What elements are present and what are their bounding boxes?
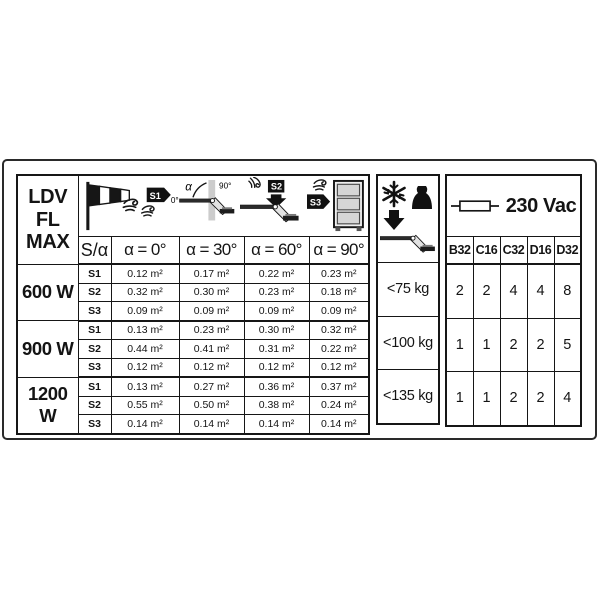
surface-angle-corner-header: S/α <box>78 237 111 265</box>
breaker-count: 1 <box>446 318 473 372</box>
breaker-count: 2 <box>500 372 527 426</box>
surface-row-label: S2 <box>78 340 111 359</box>
outer-frame <box>2 159 597 440</box>
windsock-icon <box>84 178 140 234</box>
wind-area-value: 0.37 m² <box>309 377 369 396</box>
surface-row-label: S1 <box>78 377 111 396</box>
wind-area-value: 0.30 m² <box>244 321 309 340</box>
wind-area-value: 0.32 m² <box>309 321 369 340</box>
wind-area-value: 0.23 m² <box>244 283 309 302</box>
angle-column-header: α = 0° <box>111 237 179 265</box>
surface-row-label: S3 <box>78 358 111 377</box>
wind-area-value: 0.17 m² <box>179 264 244 283</box>
wattage-cell: 600 W <box>17 264 78 321</box>
circuit-breaker-table <box>445 174 582 427</box>
wind-area-value: 0.44 m² <box>111 340 179 359</box>
snow-weight-load-icon <box>380 179 436 255</box>
wind-area-value: 0.09 m² <box>179 302 244 321</box>
surface-row-label: S3 <box>78 302 111 321</box>
wind-icon <box>248 177 261 190</box>
wind-area-value: 0.12 m² <box>244 358 309 377</box>
wind-area-value: 0.32 m² <box>111 283 179 302</box>
floodlight-arm-icon <box>380 235 435 252</box>
surface-row-label: S1 <box>78 264 111 283</box>
weight-limit-value: <100 kg <box>377 316 439 370</box>
angle-column-header: α = 60° <box>244 237 309 265</box>
wind-area-value: 0.41 m² <box>179 340 244 359</box>
wind-area-value: 0.31 m² <box>244 340 309 359</box>
wind-area-value: 0.55 m² <box>111 396 179 415</box>
breaker-count: 2 <box>473 264 500 318</box>
breaker-count: 2 <box>527 372 554 426</box>
snow-weight-load-header <box>377 175 439 263</box>
wind-area-value: 0.24 m² <box>309 396 369 415</box>
wind-area-value: 0.09 m² <box>111 302 179 321</box>
product-name-line: FL <box>35 208 60 231</box>
wind-area-value: 0.18 m² <box>309 283 369 302</box>
floodlight-arm-icon <box>180 198 235 215</box>
voltage-header <box>446 175 581 237</box>
wind-area-value: 0.14 m² <box>244 415 309 434</box>
wind-area-value: 0.12 m² <box>111 358 179 377</box>
fuse-icon <box>451 198 499 214</box>
deg-90-label: 90° <box>219 181 232 191</box>
wind-area-table <box>16 174 370 435</box>
breaker-column-header: C32 <box>500 237 527 265</box>
breaker-count: 5 <box>554 318 581 372</box>
snowflake-icon <box>384 182 405 206</box>
wind-area-value: 0.22 m² <box>309 340 369 359</box>
tilt-angle-s1-diagram <box>139 177 239 235</box>
breaker-column-header: D32 <box>554 237 581 265</box>
wind-area-value: 0.27 m² <box>179 377 244 396</box>
wind-area-value: 0.12 m² <box>179 358 244 377</box>
wind-area-value: 0.13 m² <box>111 321 179 340</box>
weight-limit-value: <135 kg <box>377 370 439 424</box>
wind-area-value: 0.50 m² <box>179 396 244 415</box>
surface-row-label: S2 <box>78 283 111 302</box>
product-name-line: LDV <box>28 186 68 209</box>
s3-label: S3 <box>310 197 322 208</box>
wind-area-value: 0.14 m² <box>111 415 179 434</box>
breaker-count: 2 <box>500 318 527 372</box>
surface-row-label: S1 <box>78 321 111 340</box>
wind-area-value: 0.38 m² <box>244 396 309 415</box>
product-name <box>17 175 78 264</box>
wind-icon <box>314 180 326 190</box>
angle-column-header: α = 90° <box>309 237 369 265</box>
wind-area-value: 0.09 m² <box>309 302 369 321</box>
wattage-cell: 1200 W <box>17 377 78 434</box>
weight-icon <box>412 186 432 209</box>
alpha-label: α <box>185 181 193 194</box>
breaker-count: 1 <box>473 318 500 372</box>
surface-row-label: S2 <box>78 396 111 415</box>
wind-area-value: 0.12 m² <box>309 358 369 377</box>
breaker-column-header: D16 <box>527 237 554 265</box>
breaker-count: 4 <box>500 264 527 318</box>
breaker-count: 2 <box>446 264 473 318</box>
breaker-column-header: B32 <box>446 237 473 265</box>
front-wind-s3-diagram <box>307 177 365 235</box>
wind-area-value: 0.36 m² <box>244 377 309 396</box>
breaker-count: 2 <box>527 318 554 372</box>
wind-area-value: 0.14 m² <box>309 415 369 434</box>
breaker-column-header: C16 <box>473 237 500 265</box>
breaker-count: 4 <box>527 264 554 318</box>
breaker-count: 1 <box>446 372 473 426</box>
s1-label: S1 <box>150 190 162 201</box>
floodlight-arm-icon <box>240 204 299 222</box>
voltage-label: 230 Vac <box>505 194 577 217</box>
breaker-count: 1 <box>473 372 500 426</box>
wind-area-value: 0.23 m² <box>179 321 244 340</box>
surface-row-label: S3 <box>78 415 111 434</box>
wind-area-value: 0.12 m² <box>111 264 179 283</box>
wind-area-value: 0.23 m² <box>309 264 369 283</box>
angle-column-header: α = 30° <box>179 237 244 265</box>
weight-limit-table <box>376 174 440 425</box>
angle-arc <box>193 183 206 197</box>
wind-area-value: 0.14 m² <box>179 415 244 434</box>
wind-area-value: 0.30 m² <box>179 283 244 302</box>
wattage-cell: 900 W <box>17 321 78 378</box>
floodlight-front-icon <box>334 181 363 231</box>
s2-label: S2 <box>270 181 282 192</box>
breaker-count: 8 <box>554 264 581 318</box>
breaker-count: 4 <box>554 372 581 426</box>
wind-icon <box>142 206 154 216</box>
product-name-line: MAX <box>25 230 70 253</box>
weight-limit-value: <75 kg <box>377 263 439 317</box>
wind-direction-legend <box>78 175 369 237</box>
wind-area-value: 0.22 m² <box>244 264 309 283</box>
wind-icon <box>123 199 137 210</box>
down-arrow-icon <box>384 210 405 230</box>
deg-0-label: 0° <box>171 196 180 206</box>
wind-area-value: 0.13 m² <box>111 377 179 396</box>
wind-area-value: 0.09 m² <box>244 302 309 321</box>
top-wind-s2-diagram <box>240 177 307 235</box>
